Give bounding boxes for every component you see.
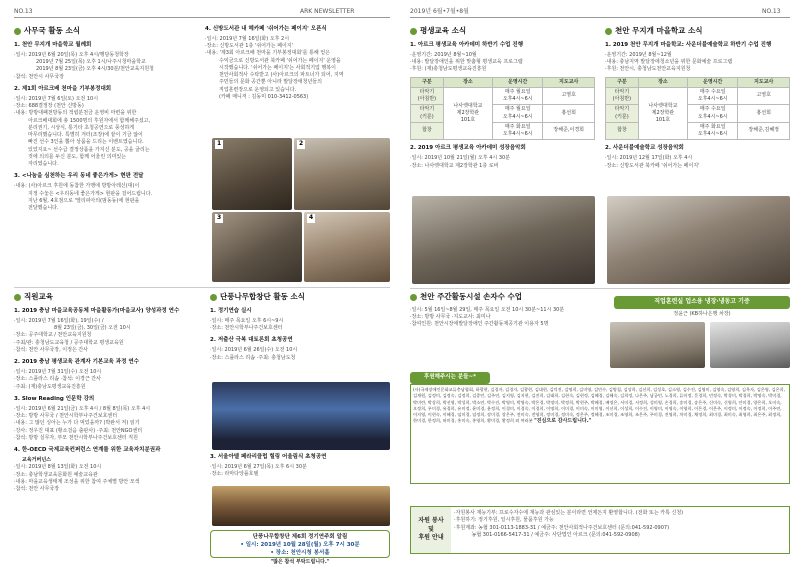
table-row: 타악기 (아침반) 나사렛대학교 제2장학관 101호 매주 수요일 오후4시~6시 고영호	[606, 87, 790, 105]
header-rule	[14, 17, 390, 18]
section-heading: 단풍나무합창단 활동 소식	[210, 292, 390, 303]
divider	[14, 287, 390, 288]
lifelong-education-section: 평생교육 소식 1. 아르크 평생교육 아카데미 하반기 수업 진행 ·운영기간: 2019년 8월~10월 ·내용: 발달장애인을 위한 맞춤형 평생교육 프로그램 ·후원: (재)충청남도평생교육진흥원 구분 장소 운영시간 지도교사 타악기 (아침반) 나사렛대학교 제2장학관 101호 매주 월요일 오후4시~6시 고영호 타악기 (키룬) 매주 월요일 오후4시~6시 홍선희 합창 매주 화요일 오후4시~6시 장해준,이경희 2. 2019 아르크 평생교육 아카데미 성장음악회 ·일시: 2019년 10월 21일(월) 오후 4시 30분 ·장소: 나사렛대학교 제2장학관 1층 로비	[410, 26, 595, 286]
bullet-icon	[410, 294, 417, 301]
item-title: 4. 신방도서관 내 헤카페 '쉬어가는 페이지' 오픈식	[205, 26, 327, 32]
concert-notice-banner: 단풍나무합창단 제6회 정기연주회 알림 • 일시: 2019년 10월 28일(월) 오후 7시 30분 • 장소: 천안시청 봉서홀	[210, 530, 390, 558]
refrigerator-photo	[710, 322, 790, 368]
schedule-table: 구분 장소 운영시간 지도교사 타악기 (아침반) 나사렛대학교 제2장학관 101호 매주 월요일 오후4시~6시 고영호 타악기 (키룬) 매주 월요일 오후4시~6시 홍선희 합창 매주 화요일 오후4시~6시 장해준,이경희	[410, 77, 595, 141]
divider	[410, 288, 790, 289]
concert-photo-left	[412, 196, 595, 284]
table-row: 타악기 (키룬) 매주 수요일 오후4시~6시 홍선희	[606, 105, 790, 123]
bullet-icon	[410, 28, 417, 35]
bullet-icon	[14, 28, 21, 35]
item-title: 1. 천안 무지개 마을학교 월례회	[14, 41, 92, 48]
right-page	[400, 0, 800, 566]
concert-note: "많은 참석 부탁드립니다."	[270, 559, 330, 565]
donors-section: 후원해주시는 분들~* (사)국제장애인문화교류충남협회, 하광현, 김경자, 김경자, 김광현, 김대현, 김덕진, 김명희, 김미영, 김민수, 김병철, 김상희, 김선희, 김성호, 김소영, 김수진, 김영미, 김영숙, 김영희, 김옥자, 김은영, 김은희, 김재원, 김정미, 김정숙, 김정희, 김종민, 김주연, 김지영, 김지현, 김진희, 김태희, 김현숙, 김현정, 김혜경, 김혜숙, 김희정, 나은주, 남궁민, 노경희, 류미정, 문경희, 민정숙, 박경미, 박경희, 박명숙, 박미경, 박미란, 박상희, 박선영, 박성희, 박소연, 박수진, 박영미, 박영숙, 박은경, 박정미, 박정희, 박현주, 박혜경, 배정은, 서미경, 서정희, 성미영, 손경희, 송미경, 송은주, 신미숙, 신영희, 안미경, 양은희, 오미숙, 오정희, 우미경, 유경희, 유미정, 윤미경, 윤정희, 이경미, 이경숙, 이경희, 이명희, 이미경, 이미숙, 이미영, 이선희, 이성희, 이수진, 이영미, 이영숙, 이영희, 이은경, 이은주, 이정미, 이정숙, 이정희, 이주연, 이지영, 이현숙, 이혜경, 임미경, 임정희, 장미경, 장은주, 전미숙, 전영희, 정미경, 정미숙, 정은주, 정혜경, 조미경, 조영희, 조은주, 주미경, 진영희, 차미경, 채정희, 최미경, 최미숙, 최영희, 최은주, 최정희, 한미경, 한정희, 허미경, 홍미숙, 홍영희, 황미경, 황정희 외 여러분 "진심으로 감사드립니다."	[410, 372, 790, 492]
embroidery-photo	[610, 322, 705, 368]
photo-3: 3	[212, 212, 302, 282]
table-row: 합창 매주 화요일 오후4시~6시 장해준,이경희	[411, 122, 595, 140]
photo-4: 4	[304, 212, 390, 282]
page-number: NO.13	[14, 8, 33, 15]
section-heading: 천안 주간활동시설 손자수 수업	[410, 292, 610, 303]
section-heading: 직원교육	[14, 292, 199, 303]
section-heading: 평생교육 소식	[410, 26, 595, 37]
masthead: ARK NEWSLETTER	[300, 8, 355, 15]
embroidery-class-section: 천안 주간활동시설 손자수 수업 ·일시: 5월 16일~8월 29일, 매주 목요일 오전 10시 30분~11시 30분 ·장소: 방방 사무국 ·지도교사: 최미나 ·참여인원: 천안시장애발달장애인 주간활동제공기관 이용자 5명	[410, 292, 610, 338]
item-title: 3. <나눔을 심천하는 우리 동네 좋은가게> 현판 전달	[14, 173, 144, 180]
header-rule	[410, 17, 790, 18]
choir-concert-item: 3. 서울아델 페라리클럽 힐링 어울림식 초청공연 ·일시: 2019년 6월 27일(목) 오후 6시 30분 ·장소: 라마다앙플호텔	[210, 454, 327, 478]
donation-notice: 직업훈련실 업소용 냉장·냉동고 기증 정윤근 (KB하나은행 차장)	[614, 296, 790, 320]
bullet-icon	[605, 28, 612, 35]
table-row: 타악기 (아침반) 나사렛대학교 제2장학관 101호 매주 월요일 오후4시~6시 고영호	[411, 87, 595, 105]
masthead: 2019년 6월•7월•8월	[410, 8, 469, 15]
volunteer-support-box: 자원 봉사 및 후원 안내 ·자원봉사 재능기부: 프로수자수에 재능과 관심있는 분이라면 언제든지 환영합니다. (전화 또는 카톡 신청) ·후원하기: 정기후원, 일시후원, 물품후원 가능 ·후원계좌: 농협 301-0113-1883-31 / 예금주: 천안사회적나주건보호센터 (문의:041-592-0907) 농협 301-0166-5417-31 / 예금주: 사단법인 아르크 (문의:041-592-0908)	[410, 502, 790, 554]
choir-stage-photo	[212, 382, 390, 450]
photo-1: 1	[212, 138, 292, 210]
choir-section: 단풍나무합창단 활동 소식 1. 정기연습 실시 ·일시: 매주 목요일 오후 6시~9시 ·장소: 천안시학부나주건보호센터 2. 저출산 극복 대토론회 초청공연 ·일시: 2019년 6월 26일(수) 오전 10시 ·장소: 스플라스 리솜 ·주최: 충청남도청	[210, 292, 390, 352]
concert-photo-right	[607, 196, 790, 284]
hotel-concert-photo	[212, 486, 390, 526]
bullet-icon	[210, 294, 217, 301]
section-heading: 천안 무지개 마을학교 소식	[605, 26, 790, 37]
section-heading: 사무국 활동 소식	[14, 26, 194, 37]
table-row: 합창 매주 화요일 오후4시~6시 장해준,김혜정	[606, 122, 790, 140]
table-row: 타악기 (키룬) 매주 월요일 오후4시~6시 홍선희	[411, 105, 595, 123]
schedule-table: 구분 장소 운영시간 지도교사 타악기 (아침반) 나사렛대학교 제2장학관 101호 매주 수요일 오후4시~6시 고영호 타악기 (키룬) 매주 수요일 오후4시~6시 홍선희 합창 매주 화요일 오후4시~6시 장해준,김혜정	[605, 77, 790, 141]
photo-2: 2	[294, 138, 390, 210]
item-title: 2. 제1회 아르크배 천마을 기부봉정대회	[14, 85, 112, 92]
office-news-section: 사무국 활동 소식 1. 천안 무지개 마을학교 월례회 ·일시: 2019년 6월 20일(목) 오후 4시/행담동청학장 2019년 7월 25일(목) 오후 1시/나주시청마을학교 2019년 8월 23일(금) 오후 4시/30분/천안교육지원청 ·참석: 천안시 사무국장 2. 제1회 아르크배 천마을 기부봉정대회 ·일시: 2019년 7월 6일(토) 오전 10시 ·장소: 688결정장 (천안 신방동) ·내용: 방방대패천방동의 적립분천금 운영비 마련을 위한 아르크배대회에 총 1500명의 후원자에서 함께해주셨고, 분리권기, 시상식, 통기타 초청공연으로 풍성하게 마무리했습니다. 특별히 겨터(조장)에 끝이 기금 않이 빠진 선수 3인을 뽑아 상품을 드리는 이벤트였습니다. 있었지요~ 선수급 결정상품을 가지신 분도, 공을 굴리는 것에 의의를 두신 분도, 함께 어울린 의미있는 자리였습니다. 3. <나눔을 심천하는 우리 동네 좋은가게> 현판 전달 ·내용: (사)아르크 후원에 동참한 가맹에 방방아레신(대)이 지정 수놓은 <우리동네 좋은가게> 현판을 걸어드립니다. 지난 6월, 4호점으로 '엘리피아의(범동동)에 현판을 전달했습니다.	[14, 26, 194, 281]
donor-list: (사)국제장애인문화교류충남협회, 하광현, 김경자, 김경자, 김광현, 김대현, 김덕진, 김명희, 김미영, 김민수, 김병철, 김상희, 김선희, 김성호, 김소영, 김수진, 김영미, 김영숙, 김영희, 김옥자, 김은영, 김은희, 김재원, 김정미, 김정숙, 김정희, 김종민, 김주연, 김지영, 김지현, 김진희, 김태희, 김현숙, 김현정, 김혜경, 김혜숙, 김희정, 나은주, 남궁민, 노경희, 류미정, 문경희, 민정숙, 박경미, 박경희, 박명숙, 박미경, 박미란, 박상희, 박선영, 박성희, 박소연, 박수진, 박영미, 박영숙, 박은경, 박정미, 박정희, 박현주, 박혜경, 배정은, 서미경, 서정희, 성미영, 손경희, 송미경, 송은주, 신미숙, 신영희, 안미경, 양은희, 오미숙, 오정희, 우미경, 유경희, 유미정, 윤미경, 윤정희, 이경미, 이경숙, 이경희, 이명희, 이미경, 이미숙, 이미영, 이선희, 이성희, 이수진, 이영미, 이영숙, 이영희, 이은경, 이은주, 이정미, 이정숙, 이정희, 이주연, 이지영, 이현숙, 이혜경, 임미경, 임정희, 장미경, 장은주, 전미숙, 전영희, 정미경, 정미숙, 정은주, 정혜경, 조미경, 조영희, 조은주, 주미경, 진영희, 차미경, 채정희, 최미경, 최미숙, 최영희, 최은주, 최정희, 한미경, 한정희, 허미경, 홍미숙, 홍영희, 황미경, 황정희 외 여러분 "진심으로 감사드립니다."	[410, 384, 790, 484]
rainbow-school-section: 천안 무지개 마을학교 소식 1. 2019 천안 무지개 마을학교: 사운더블예술학교 하반기 수업 진행 ·운영기간: 2019년 8월~12월 ·내용: 충남지역 발달장애청소년을 위한 문화예술 프로그램 ·후원: 천안시, 충청남도천안교육지원청 구분 장소 운영시간 지도교사 타악기 (아침반) 나사렛대학교 제2장학관 101호 매주 수요일 오후4시~6시 고영호 타악기 (키룬) 매주 수요일 오후4시~6시 홍선희 합창 매주 화요일 오후4시~6시 장해준,김혜정 2. 사운더블예술학교 성장음악회 ·일시: 2019년 12월 17일(화) 오후 4시 ·장소: 신방도서관 북카페 '쉬어가는 페이지'	[605, 26, 790, 286]
staff-training-section: 직원교육 1. 2019 충남 마을교육공동체 마을활동가(마을교사) 양성과정 연수 ·일시: 2019년 7월 16일(화), 19일(수) / 8월 23일(금), 30일(금) 오전 10시 ·장소: 공주대학교 / 천안교육지원청 ·주최/관: 충청남도교육청 / 공주대학교 평생교육원 ·참석: 천안 사무국장, 이정은 간사 2. 2019 충남 평생교육 관계자 기본교육 과정 연수 ·일시: 2019년 7월 31일(수) 오전 10시 ·장소: 스플라스 리솜 ·참석: 이경근 간사 ·주최: (재)충남도평생교육진흥원 3. Slow Reading 인문학 강의 ·일시: 2019년 6월 21일(금) 오후 4시 / 8월 8일(목) 오후 4시 ·장소: 방방 사무국 / 천안시학부나주건보호센터 ·내용: 그 많던 싱아는 누가 다 먹었을까? (박완서 저) 읽기 ·강사: 정우진 대표 (황소걸음 출판사) ·주최: 천안NGO센터 ·참석: 방방 실무자, 부모 천안시학부나주건보호센터 직원 4. 한-OECD 국제교육컨퍼런스 연계를 위한 교육자치분권과 교육거버넌스 ·일시: 2019년 8월 13일(화) 오전 10시 ·장소: 충남학생교육문화원 예술교육관 ·내용: 마을교육생태계 조성을 위한 참여 주체별 방안 모색 ·참석: 천안 사무국장	[14, 292, 199, 564]
bullet-icon	[14, 294, 21, 301]
bookcafe-opening-section: 4. 신방도서관 내 헤카페 '쉬어가는 페이지' 오픈식 ·일시: 2019년 7월 16일(화) 오후 2시 ·장소: 신방도서관 1층 '쉬어가는 페이지' ·내용: '제3회 아르크배 천마을 기부봉정대회'를 통해 얻은 수익금으로 신방도서관 북카페 '쉬어가는 페이지' 운영을 시작했습니다. '쉬어가는 페이지'는 사회적기업 행복이 천안사회적사 수탁받고 (사)아르크의 파트너가 되어, 지역 주민들의 문화 공간뿐 아니라 발달장애청년들의 직업훈련장으로 운영되고 있습니다. (카페 매니저 : 김동미 010-3412-0563)	[205, 26, 390, 136]
page-number: NO.13	[762, 8, 781, 15]
